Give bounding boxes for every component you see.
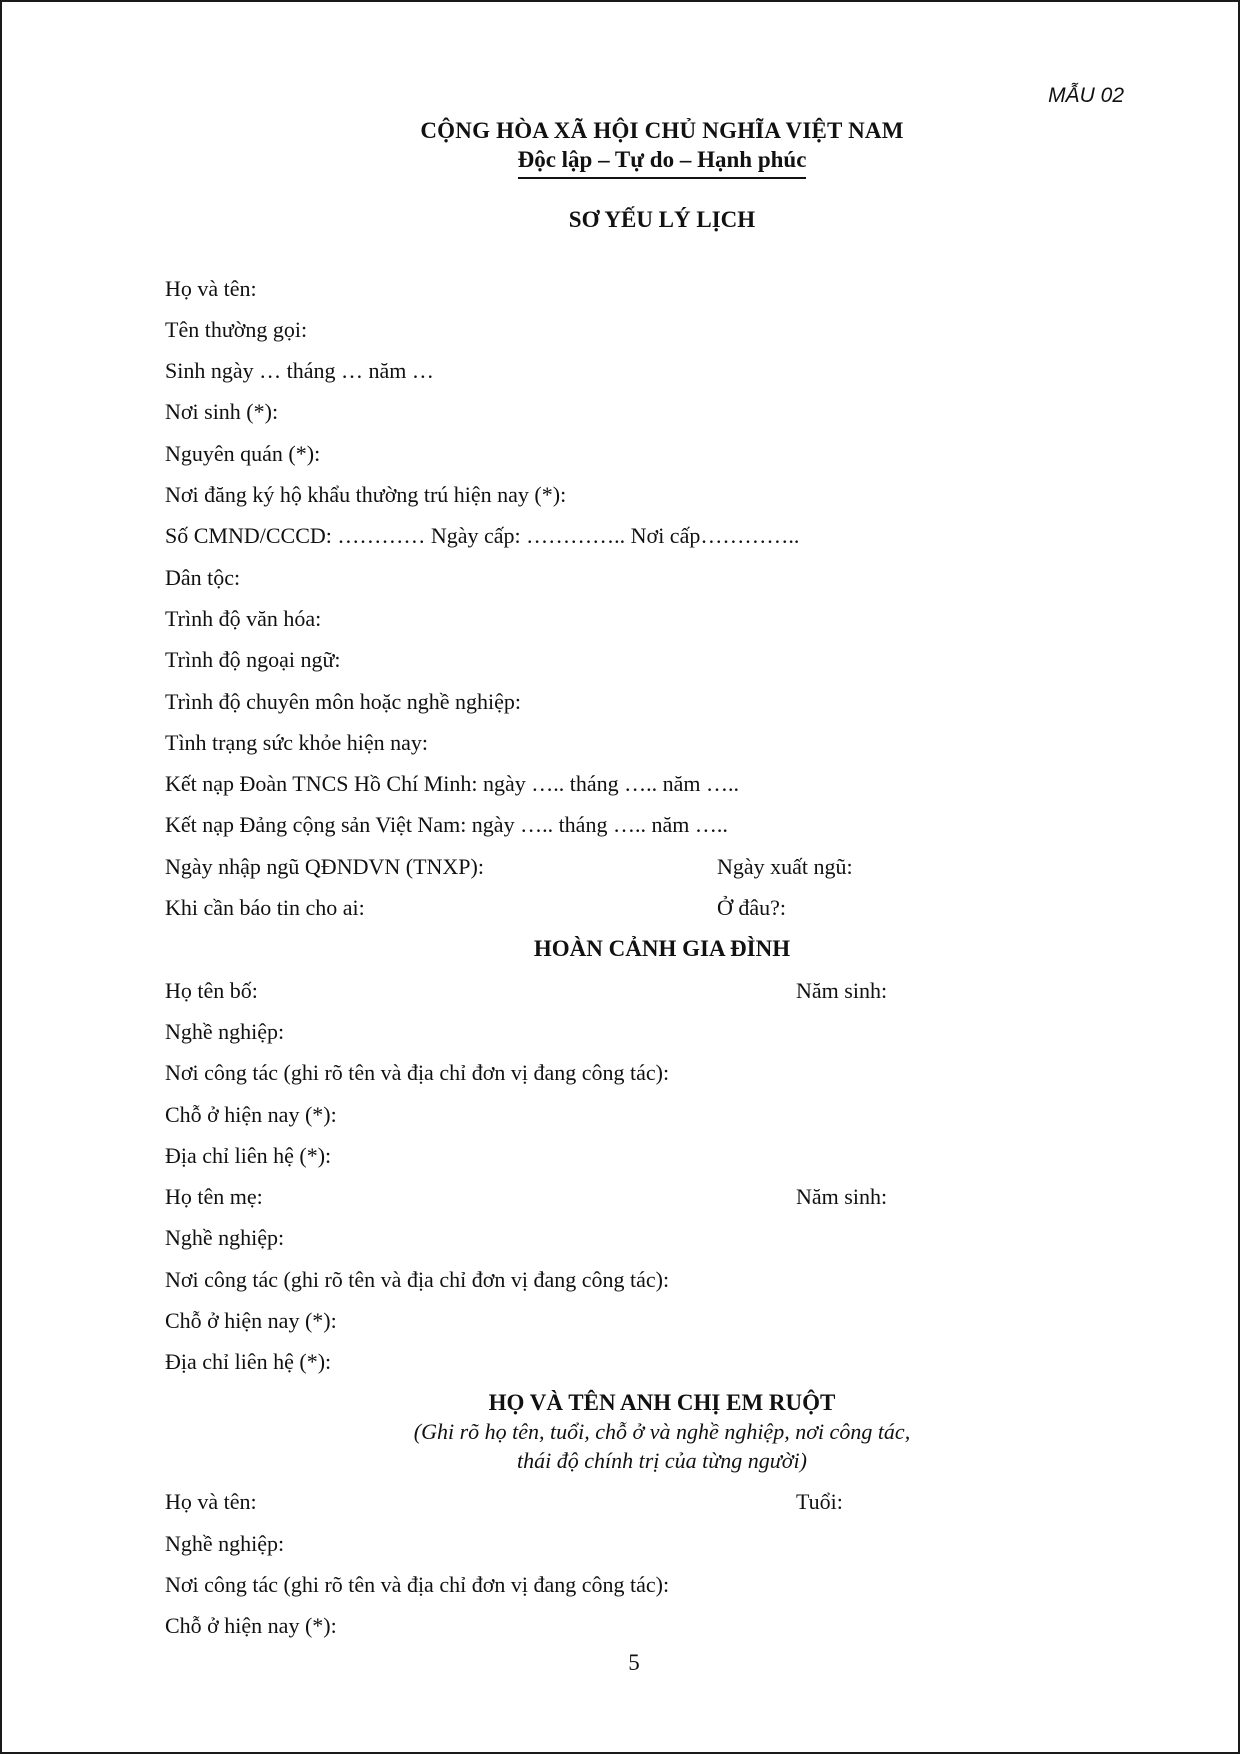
discharge-field: Ngày xuất ngũ: xyxy=(717,854,853,879)
id-card-field: Số CMND/CCCD: ………… Ngày cấp: ………….. Nơi cấp………….. xyxy=(165,523,800,548)
youth-union-field: Kết nạp Đoàn TNCS Hồ Chí Minh: ngày ….. tháng ….. năm ….. xyxy=(165,771,739,796)
birth-date-field: Sinh ngày … tháng … năm … xyxy=(165,358,434,383)
father-job-field: Nghề nghiệp: xyxy=(165,1019,285,1044)
mother-address-field: Địa chỉ liên hệ (*): xyxy=(165,1349,332,1374)
father-name-field: Họ tên bố: xyxy=(165,978,258,1003)
permanent-residence-field: Nơi đăng ký hộ khẩu thường trú hiện nay (*): xyxy=(165,482,567,507)
emergency-contact-field: Khi cần báo tin cho ai: xyxy=(165,895,365,920)
sibling-job-field: Nghề nghiệp: xyxy=(165,1531,285,1556)
mother-birth-year-field: Năm sinh: xyxy=(796,1184,888,1209)
mother-job-field: Nghề nghiệp: xyxy=(165,1225,285,1250)
ethnicity-field: Dân tộc: xyxy=(165,565,241,590)
motto-block xyxy=(2,147,1240,179)
family-section-title: HOÀN CẢNH GIA ĐÌNH xyxy=(533,936,791,961)
mother-workplace-field: Nơi công tác (ghi rõ tên và địa chỉ đơn vị đang công tác): xyxy=(165,1267,670,1292)
education-field: Trình độ văn hóa: xyxy=(165,606,322,631)
motto: Độc lập – Tự do – Hạnh phúc xyxy=(518,147,807,179)
enlistment-field: Ngày nhập ngũ QĐNDVN (TNXP): xyxy=(165,854,484,879)
father-address-field: Địa chỉ liên hệ (*): xyxy=(165,1143,332,1168)
sibling-name-field: Họ và tên: xyxy=(165,1489,257,1514)
foreign-language-field: Trình độ ngoại ngữ: xyxy=(165,647,341,672)
sibling-workplace-field: Nơi công tác (ghi rõ tên và địa chỉ đơn vị đang công tác): xyxy=(165,1572,670,1597)
siblings-note-line-1: (Ghi rõ họ tên, tuổi, chỗ ở và nghề nghiệp, nơi công tác, xyxy=(413,1419,911,1444)
health-field: Tình trạng sức khỏe hiện nay: xyxy=(165,730,429,755)
sibling-residence-field: Chỗ ở hiện nay (*): xyxy=(165,1613,337,1638)
father-residence-field: Chỗ ở hiện nay (*): xyxy=(165,1102,337,1127)
form-code: MẪU 02 xyxy=(1048,84,1124,107)
page-number: 5 xyxy=(628,1650,640,1675)
common-name-field: Tên thường gọi: xyxy=(165,317,308,342)
party-field: Kết nạp Đảng cộng sản Việt Nam: ngày ….. tháng ….. năm ….. xyxy=(165,812,728,837)
sibling-age-field: Tuổi: xyxy=(796,1489,843,1514)
document-title: SƠ YẾU LÝ LỊCH xyxy=(568,207,756,232)
siblings-section-title: HỌ VÀ TÊN ANH CHỊ EM RUỘT xyxy=(488,1390,836,1415)
father-workplace-field: Nơi công tác (ghi rõ tên và địa chỉ đơn vị đang công tác): xyxy=(165,1060,670,1085)
national-title: CỘNG HÒA XÃ HỘI CHỦ NGHĨA VIỆT NAM xyxy=(420,118,904,143)
father-birth-year-field: Năm sinh: xyxy=(796,978,888,1003)
mother-name-field: Họ tên mẹ: xyxy=(165,1184,263,1209)
mother-residence-field: Chỗ ở hiện nay (*): xyxy=(165,1308,337,1333)
professional-level-field: Trình độ chuyên môn hoặc nghề nghiệp: xyxy=(165,689,522,714)
hometown-field: Nguyên quán (*): xyxy=(165,441,321,466)
siblings-note-line-2: thái độ chính trị của từng người) xyxy=(517,1448,807,1473)
emergency-where-field: Ở đâu?: xyxy=(717,895,787,920)
full-name-field: Họ và tên: xyxy=(165,276,257,301)
birth-place-field: Nơi sinh (*): xyxy=(165,399,279,424)
